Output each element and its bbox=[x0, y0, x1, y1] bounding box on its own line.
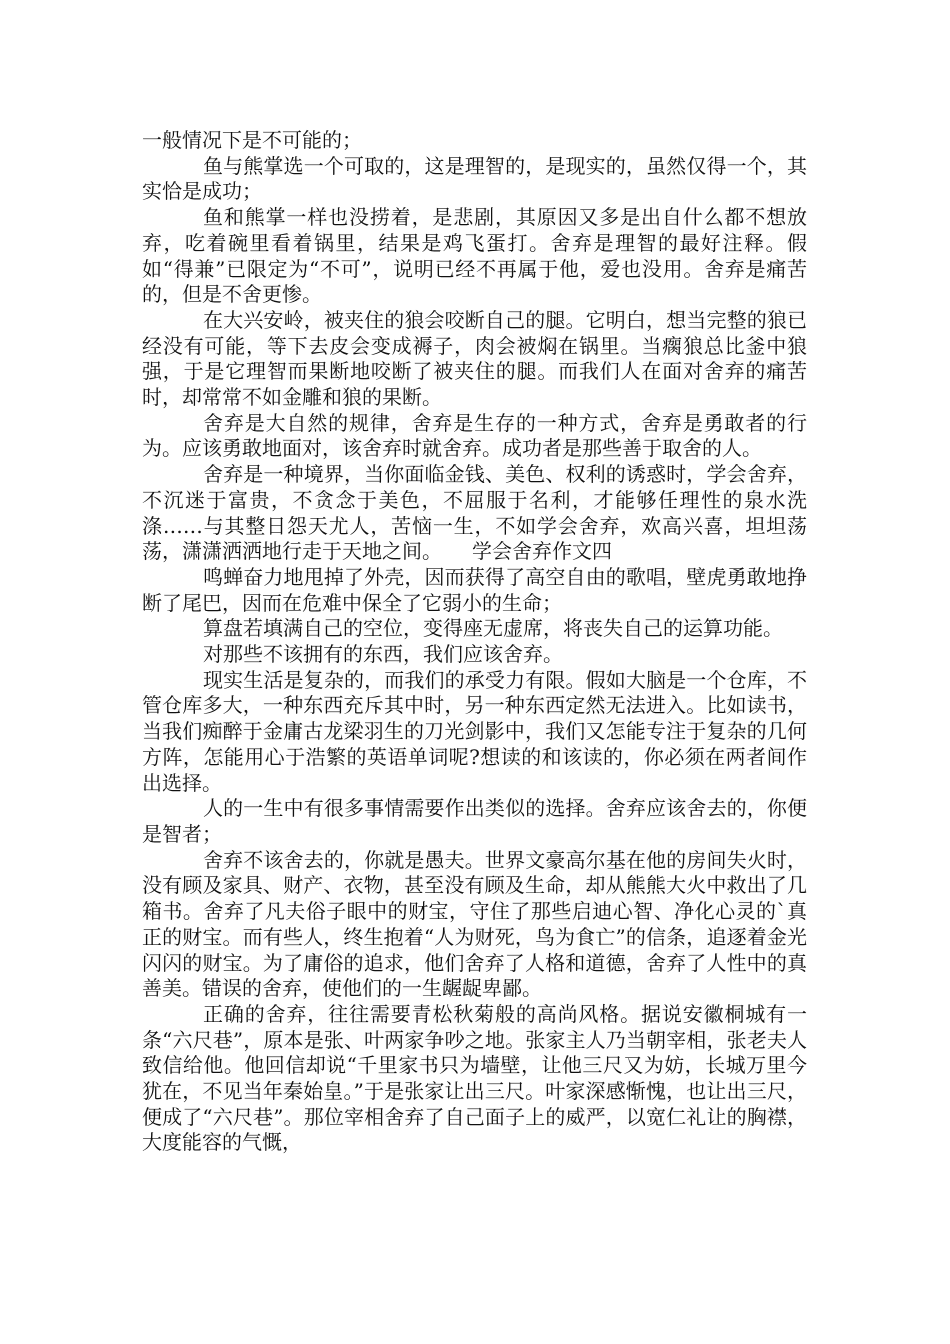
paragraph-5: 舍弃是大自然的规律，舍弃是生存的一种方式，舍弃是勇敢者的行为。应该勇敢地面对，该舍弃时就舍弃。成功者是那些善于取舍的人。 bbox=[142, 410, 807, 461]
paragraph-11: 人的一生中有很多事情需要作出类似的选择。舍弃应该舍去的，你便是智者； bbox=[142, 796, 807, 846]
paragraph-9: 对那些不该拥有的东西，我们应该舍弃。 bbox=[203, 642, 563, 667]
paragraph-1: 一般情况下是不可能的； bbox=[142, 128, 362, 152]
paragraph-10: 现实生活是复杂的，而我们的承受力有限。假如大脑是一个仓库，不管仓库多大，一种东西充斥其中时，另一种东西定然无法进入。比如读书，当我们痴醉于金庸古龙梁羽生的刀光剑影中，我们又怎能专注于复杂的几何方阵，怎能用心于浩繁的英语单词呢?想读的和该读的，你必须在两者间作出选择。 bbox=[142, 667, 807, 795]
paragraph-2: 鱼与熊掌选一个可取的，这是理智的，是现实的，虽然仅得一个，其实恰是成功； bbox=[142, 153, 807, 204]
essay-text bbox=[142, 128, 807, 1156]
paragraph-3: 鱼和熊掌一样也没捞着，是悲剧，其原因又多是出自什么都不想放弃，吃着碗里看着锅里，结果是鸡飞蛋打。舍弃是理智的最好注释。假如“得兼”已限定为“不可”，说明已经不再属于他，爱也没用。舍弃是痛苦的，但是不舍更惨。 bbox=[142, 205, 807, 307]
paragraph-8: 算盘若填满自己的空位，变得座无虚席，将丧失自己的运算功能。 bbox=[203, 616, 783, 641]
paragraph-12: 舍弃不该舍去的，你就是愚夫。世界文豪高尔基在他的房间失火时，没有顾及家具、财产、衣物，甚至没有顾及生命，却从熊熊大火中救出了几箱书。舍弃了凡夫俗子眼中的财宝，守住了那些启迪心智、净化心灵的`真正的财宝。而有些人，终生抱着“人为财死，鸟为食亡”的信条，追逐着金光闪闪的财宝。为了庸俗的追求，他们舍弃了人格和道德，舍弃了人性中的真善美。错误的舍弃，使他们的一生龌龊卑鄙。 bbox=[142, 847, 807, 1001]
paragraph-6: 舍弃是一种境界，当你面临金钱、美色、权利的诱惑时，学会舍弃，不沉迷于富贵，不贪念于美色，不屈服于名利，才能够任理性的泉水洗涤……与其整日怨天尤人，苦恼一生，不如学会舍弃，欢高兴喜，坦坦荡荡，潇潇洒洒地行走于天地之间。 学会舍弃作文四 bbox=[142, 462, 807, 564]
paragraph-13: 正确的舍弃，往往需要青松秋菊般的高尚风格。据说安徽桐城有一条“六尺巷”，原本是张、叶两家争吵之地。张家主人乃当朝宰相，张老夫人致信给他。他回信却说“千里家书只为墙壁，让他三尺又为妨，长城万里今犹在，不见当年秦始皇。”于是张家让出三尺。叶家深感惭愧，也让出三尺，便成了“六尺巷”。那位宰相舍弃了自己面子上的威严，以宽仁礼让的胸襟，大度能容的气慨， bbox=[142, 1001, 807, 1155]
paragraph-4: 在大兴安岭，被夹住的狼会咬断自己的腿。它明白，想当完整的狼已经没有可能，等下去皮会变成褥子，肉会被焖在锅里。当瘸狼总比釜中狼强，于是它理智而果断地咬断了被夹住的腿。而我们人在面对舍弃的痛苦时，却常常不如金雕和狼的果断。 bbox=[142, 307, 807, 410]
paragraph-7: 鸣蝉奋力地甩掉了外壳，因而获得了高空自由的歌唱，壁虎勇敢地挣断了尾巴，因而在危难中保全了它弱小的生命； bbox=[142, 564, 807, 615]
